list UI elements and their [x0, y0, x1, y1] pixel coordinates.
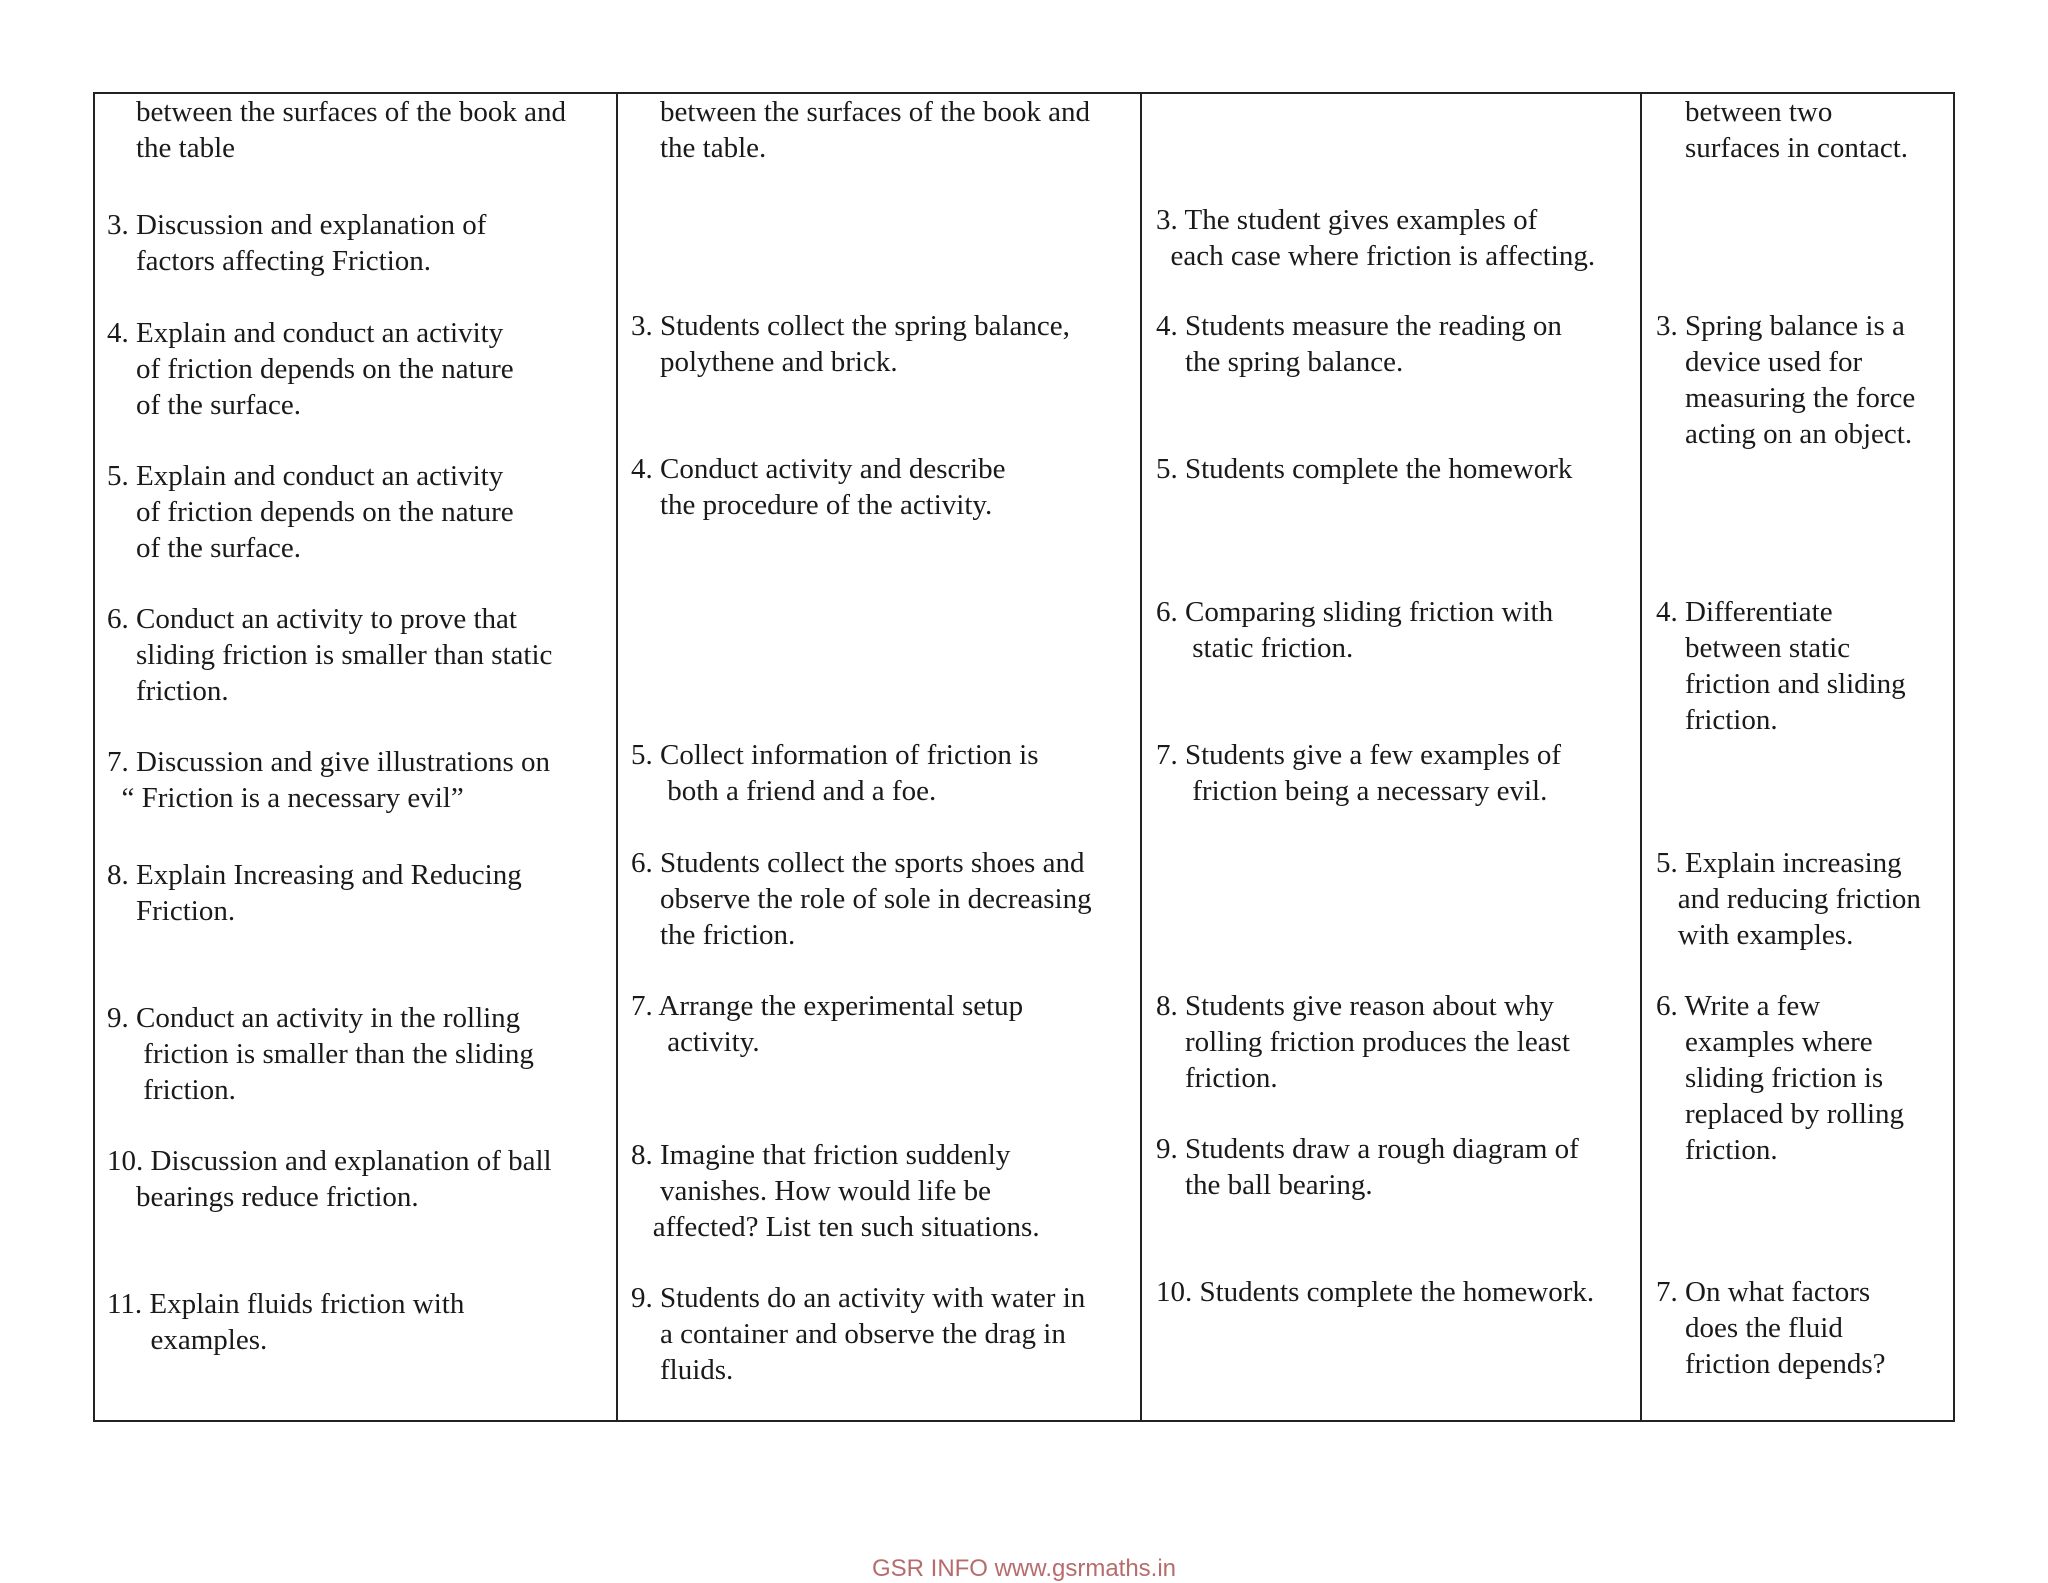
col1-item-5: 5. Explain and conduct an activity of friction depends on the nature of the surface. [107, 460, 514, 564]
col2-item-9: 9. Students do an activity with water in a container and observe the drag in fluids. [631, 1282, 1086, 1386]
col2-item-3: 3. Students collect the spring balance, polythene and brick. [631, 310, 1070, 378]
footer-watermark: GSR INFO www.gsrmaths.in [871, 1555, 1177, 1582]
col1-item-11: 11. Explain fluids friction with examples. [107, 1288, 465, 1356]
col4-item-7: 7. On what factors does the fluid friction depends? [1656, 1276, 1886, 1380]
col1-item-continuation: between the surfaces of the book and the table [136, 96, 567, 164]
col4-item-5: 5. Explain increasing and reducing friction with examples. [1656, 847, 1921, 951]
col2-item-5: 5. Collect information of friction is both a friend and a foe. [631, 739, 1039, 807]
col1-item-7: 7. Discussion and give illustrations on “ Friction is a necessary evil” [107, 746, 551, 814]
col4-item-4: 4. Differentiate between static friction and sliding friction. [1656, 596, 1906, 736]
col2-item-6: 6. Students collect the sports shoes and observe the role of sole in decreasing the friction. [631, 847, 1092, 951]
col1-item-9: 9. Conduct an activity in the rolling friction is smaller than the sliding friction. [107, 1002, 534, 1106]
column-divider-3 [1640, 92, 1642, 1422]
column-divider-1 [616, 92, 618, 1422]
col1-item-8: 8. Explain Increasing and Reducing Friction. [107, 859, 522, 927]
column-divider-2 [1140, 92, 1142, 1422]
col1-item-4: 4. Explain and conduct an activity of friction depends on the nature of the surface. [107, 317, 514, 421]
col4-item-continuation: between two surfaces in contact. [1685, 96, 1909, 164]
col2-item-continuation: between the surfaces of the book and the table. [660, 96, 1091, 164]
col3-item-6: 6. Comparing sliding friction with static friction. [1156, 596, 1554, 664]
col3-item-4: 4. Students measure the reading on the spring balance. [1156, 310, 1562, 378]
col2-item-8: 8. Imagine that friction suddenly vanishes. How would life be affected? List ten such situations. [631, 1139, 1040, 1243]
col4-item-3: 3. Spring balance is a device used for measuring the force acting on an object. [1656, 310, 1916, 450]
col3-item-5: 5. Students complete the homework [1156, 453, 1573, 485]
col1-item-6: 6. Conduct an activity to prove that sliding friction is smaller than static friction. [107, 603, 553, 707]
col4-item-6: 6. Write a few examples where sliding friction is replaced by rolling friction. [1656, 990, 1905, 1166]
col2-item-7: 7. Arrange the experimental setup activity. [631, 990, 1024, 1058]
col1-item-10: 10. Discussion and explanation of ball bearings reduce friction. [107, 1145, 552, 1213]
col3-item-8: 8. Students give reason about why rolling friction produces the least friction. [1156, 990, 1570, 1094]
col3-item-7: 7. Students give a few examples of friction being a necessary evil. [1156, 739, 1562, 807]
col3-item-10: 10. Students complete the homework. [1156, 1276, 1595, 1308]
col1-item-3: 3. Discussion and explanation of factors affecting Friction. [107, 209, 487, 277]
col3-item-9: 9. Students draw a rough diagram of the ball bearing. [1156, 1133, 1579, 1201]
col2-item-4: 4. Conduct activity and describe the procedure of the activity. [631, 453, 1006, 521]
col3-item-3: 3. The student gives examples of each case where friction is affecting. [1156, 204, 1596, 272]
